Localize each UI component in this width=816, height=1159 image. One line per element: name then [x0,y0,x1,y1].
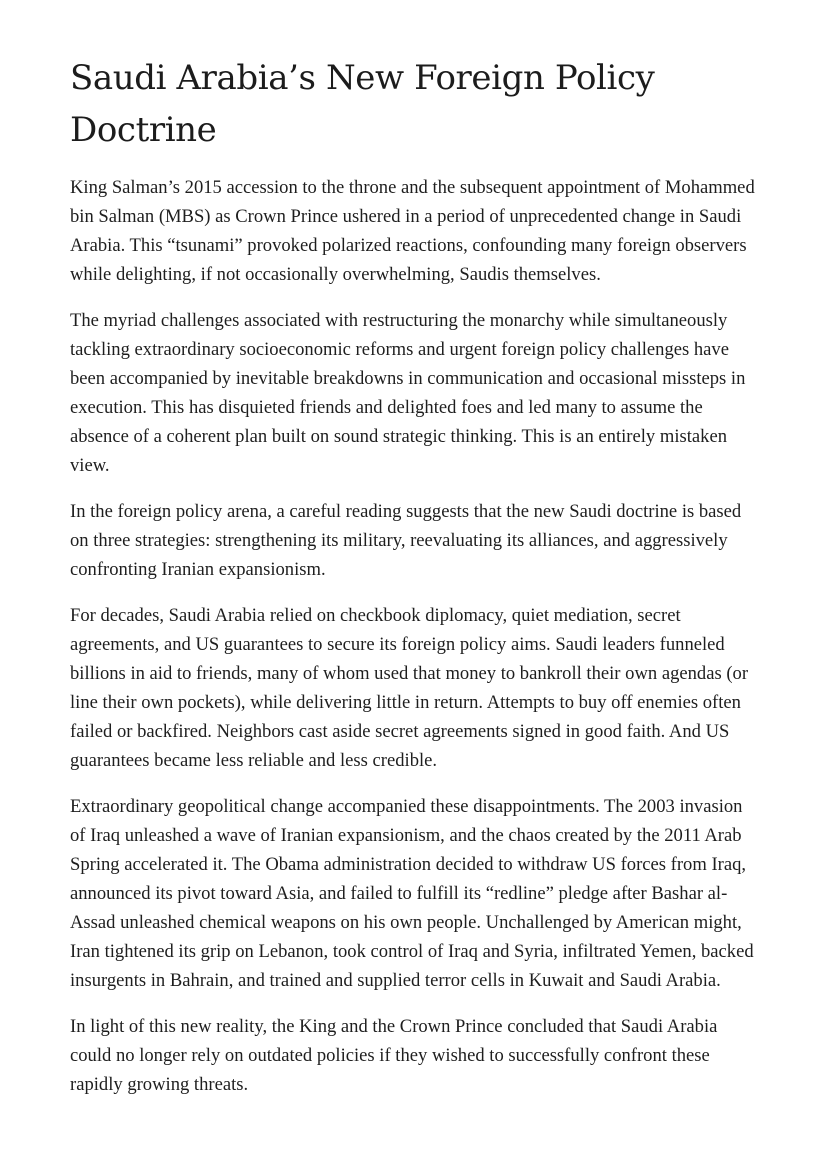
article-paragraph-5: Extraordinary geopolitical change accompanied these disappointments. The 2003 invasion of Iraq unleashed a wave of Iranian expansionism, and the chaos created by the 2011 Arab Spring accelerated it. The Obama administration decided to withdraw US forces from Iraq, announced its pivot toward Asia, and failed to fulfill its “redline” pledge after Bashar al-Assad unleashed chemical weapons on his own people. Unchallenged by American might, Iran tightened its grip on Lebanon, took control of Iraq and Syria, infiltrated Yemen, backed insurgents in Bahrain, and trained and supplied terror cells in Kuwait and Saudi Arabia. [70,796,754,991]
article [70,52,760,1116]
article-paragraph-4: For decades, Saudi Arabia relied on checkbook diplomacy, quiet mediation, secret agreements, and US guarantees to secure its foreign policy aims. Saudi leaders funneled billions in aid to friends, many of whom used that money to bankroll their own agendas (or line their own pockets), while delivering little in return. Attempts to buy off enemies often failed or backfired. Neighbors cast aside secret agreements signed in good faith. And US guarantees became less reliable and less credible. [70,605,749,771]
article-paragraph-1: King Salman’s 2015 accession to the throne and the subsequent appointment of Mohammed bin Salman (MBS) as Crown Prince ushered in a period of unprecedented change in Saudi Arabia. This “tsunami” provoked polarized reactions, confounding many foreign observers while delighting, if not occasionally overwhelming, Saudis themselves. [70,177,755,285]
article-title: Saudi Arabia’s New Foreign Policy Doctrine [70,58,655,150]
article-paragraph-2: The myriad challenges associated with restructuring the monarchy while simultaneously tackling extraordinary socioeconomic reforms and urgent foreign policy challenges have been accompanied by inevitable breakdowns in communication and occasional missteps in execution. This has disquieted friends and delighted foes and led many to assume the absence of a coherent plan built on sound strategic thinking. This is an entirely mistaken view. [70,310,746,476]
article-paragraph-3: In the foreign policy arena, a careful reading suggests that the new Saudi doctrine is based on three strategies: strengthening its military, reevaluating its alliances, and aggressively confronting Iranian expansionism. [70,501,742,580]
article-paragraph-6: In light of this new reality, the King and the Crown Prince concluded that Saudi Arabia could no longer rely on outdated policies if they wished to successfully confront these rapidly growing threats. [70,1016,718,1095]
